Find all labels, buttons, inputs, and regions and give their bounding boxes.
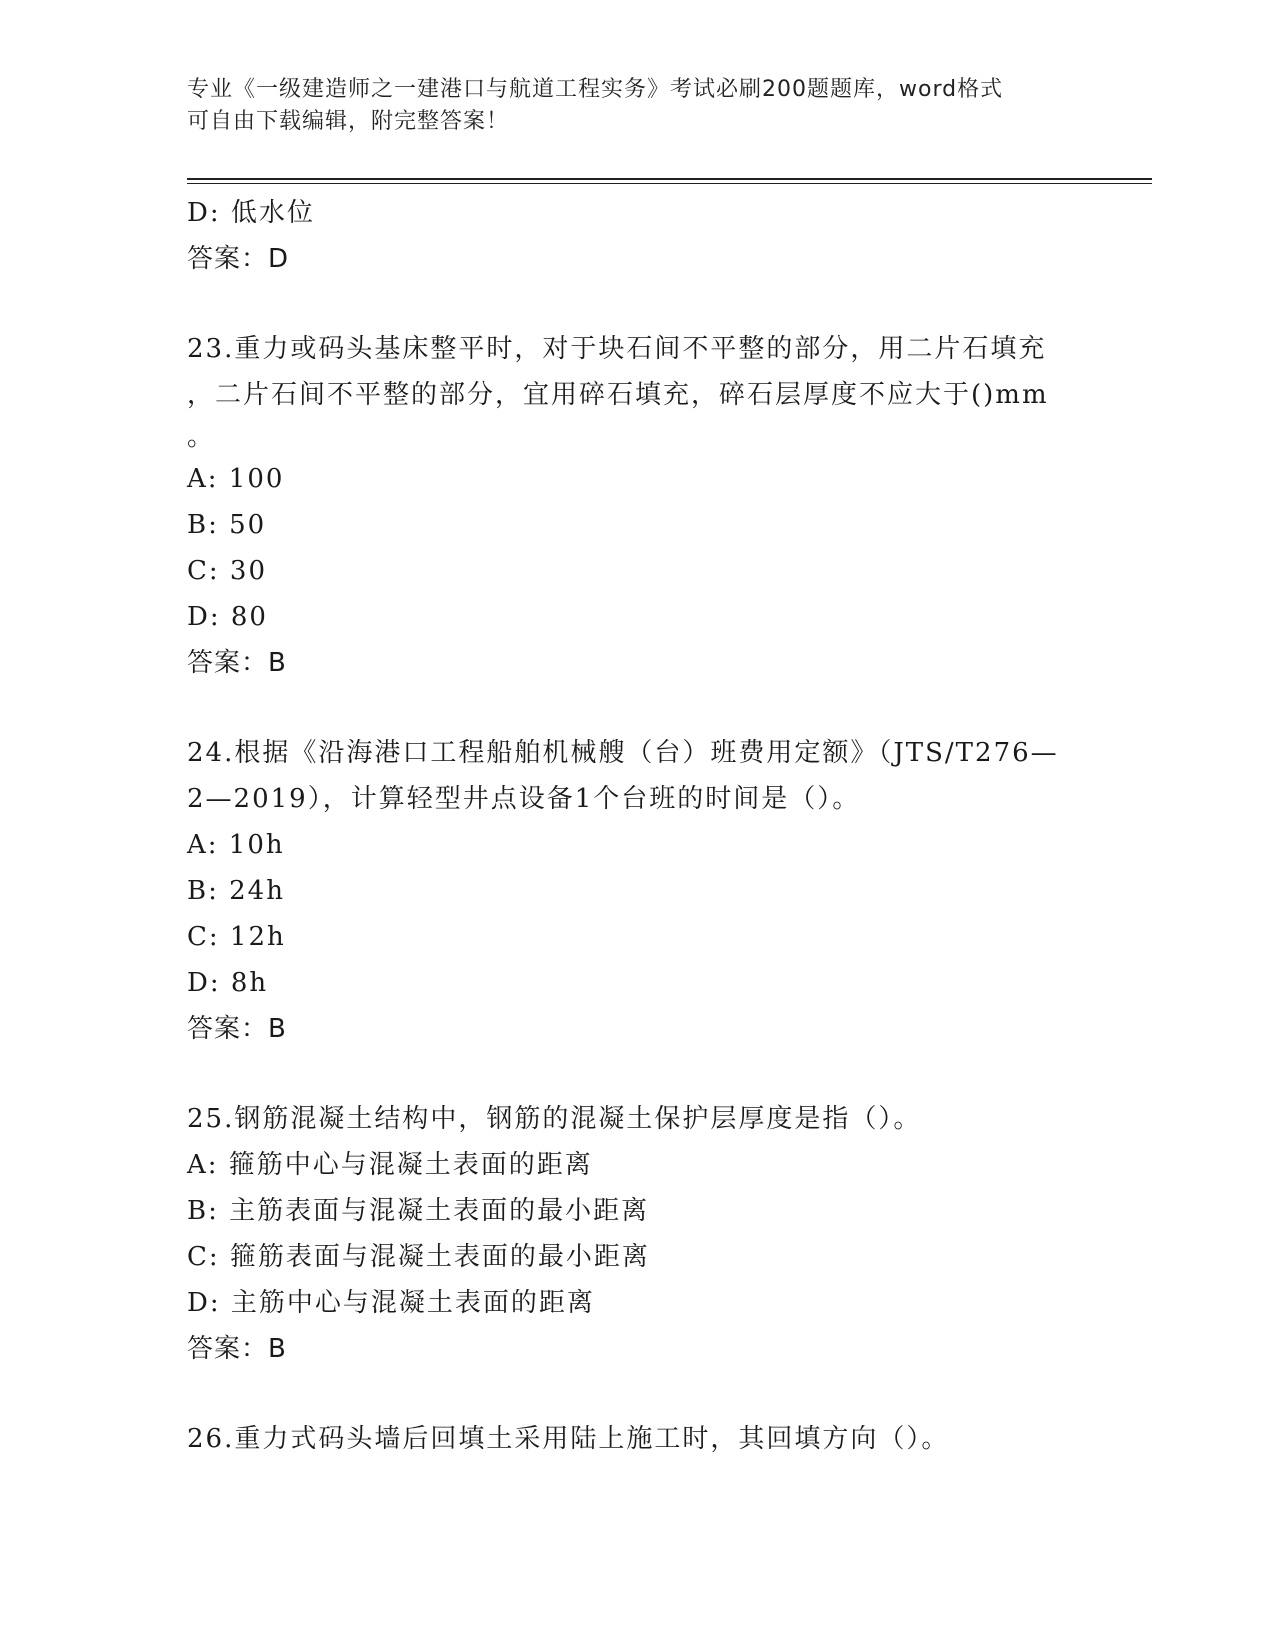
- document-body: [187, 190, 1087, 1462]
- question-stem-line-1: 23.重力或码头基床整平时，对于块石间不平整的部分，用二片石填充: [187, 334, 1047, 364]
- option-b: B: 主筋表面与混凝土表面的最小距离: [187, 1196, 650, 1226]
- spacer: [187, 1372, 1087, 1416]
- answer-line: 答案：B: [187, 648, 287, 678]
- option-c: C: 30: [187, 556, 268, 586]
- spacer: [187, 686, 1087, 730]
- option-a: A: 10h: [187, 830, 285, 860]
- question-23: [187, 326, 1087, 686]
- option-d: D: 低水位: [187, 198, 315, 228]
- option-d: D: 80: [187, 602, 268, 632]
- question-stem-line-1: 26.重力式码头墙后回填土采用陆上施工时，其回填方向（）。: [187, 1424, 950, 1454]
- document-header: [187, 74, 1087, 138]
- header-divider-thick: [187, 178, 1152, 180]
- header-line-2: 可自由下载编辑，附完整答案！: [187, 109, 510, 134]
- question-stem-line-3: 。: [187, 422, 216, 452]
- option-d: D: 主筋中心与混凝土表面的距离: [187, 1288, 595, 1318]
- question-22: [187, 190, 1087, 282]
- option-b: B: 50: [187, 510, 267, 540]
- question-stem-line-1: 24.根据《沿海港口工程船舶机械艘（台）班费用定额》（JTS/T276—: [187, 738, 1059, 768]
- header-divider-thin: [187, 183, 1152, 184]
- question-stem-line-2: 2—2019），计算轻型井点设备1个台班的时间是（）。: [187, 784, 861, 814]
- option-c: C: 箍筋表面与混凝土表面的最小距离: [187, 1242, 650, 1272]
- answer-line: 答案：B: [187, 1014, 287, 1044]
- option-a: A: 箍筋中心与混凝土表面的距离: [187, 1150, 593, 1180]
- question-stem-line-2: ，二片石间不平整的部分，宜用碎石填充，碎石层厚度不应大于()mm: [187, 380, 1049, 410]
- answer-line: 答案：D: [187, 244, 290, 274]
- question-stem-line-1: 25.钢筋混凝土结构中，钢筋的混凝土保护层厚度是指（）。: [187, 1104, 922, 1134]
- header-line-1: 专业《一级建造师之一建港口与航道工程实务》考试必刷200题题库，word格式: [187, 77, 1004, 102]
- question-25: [187, 1096, 1087, 1372]
- spacer: [187, 1052, 1087, 1096]
- option-b: B: 24h: [187, 876, 285, 906]
- spacer: [187, 282, 1087, 326]
- question-26: [187, 1416, 1087, 1462]
- option-a: A: 100: [187, 464, 285, 494]
- option-d: D: 8h: [187, 968, 269, 998]
- option-c: C: 12h: [187, 922, 286, 952]
- question-24: [187, 730, 1087, 1052]
- answer-line: 答案：B: [187, 1334, 287, 1364]
